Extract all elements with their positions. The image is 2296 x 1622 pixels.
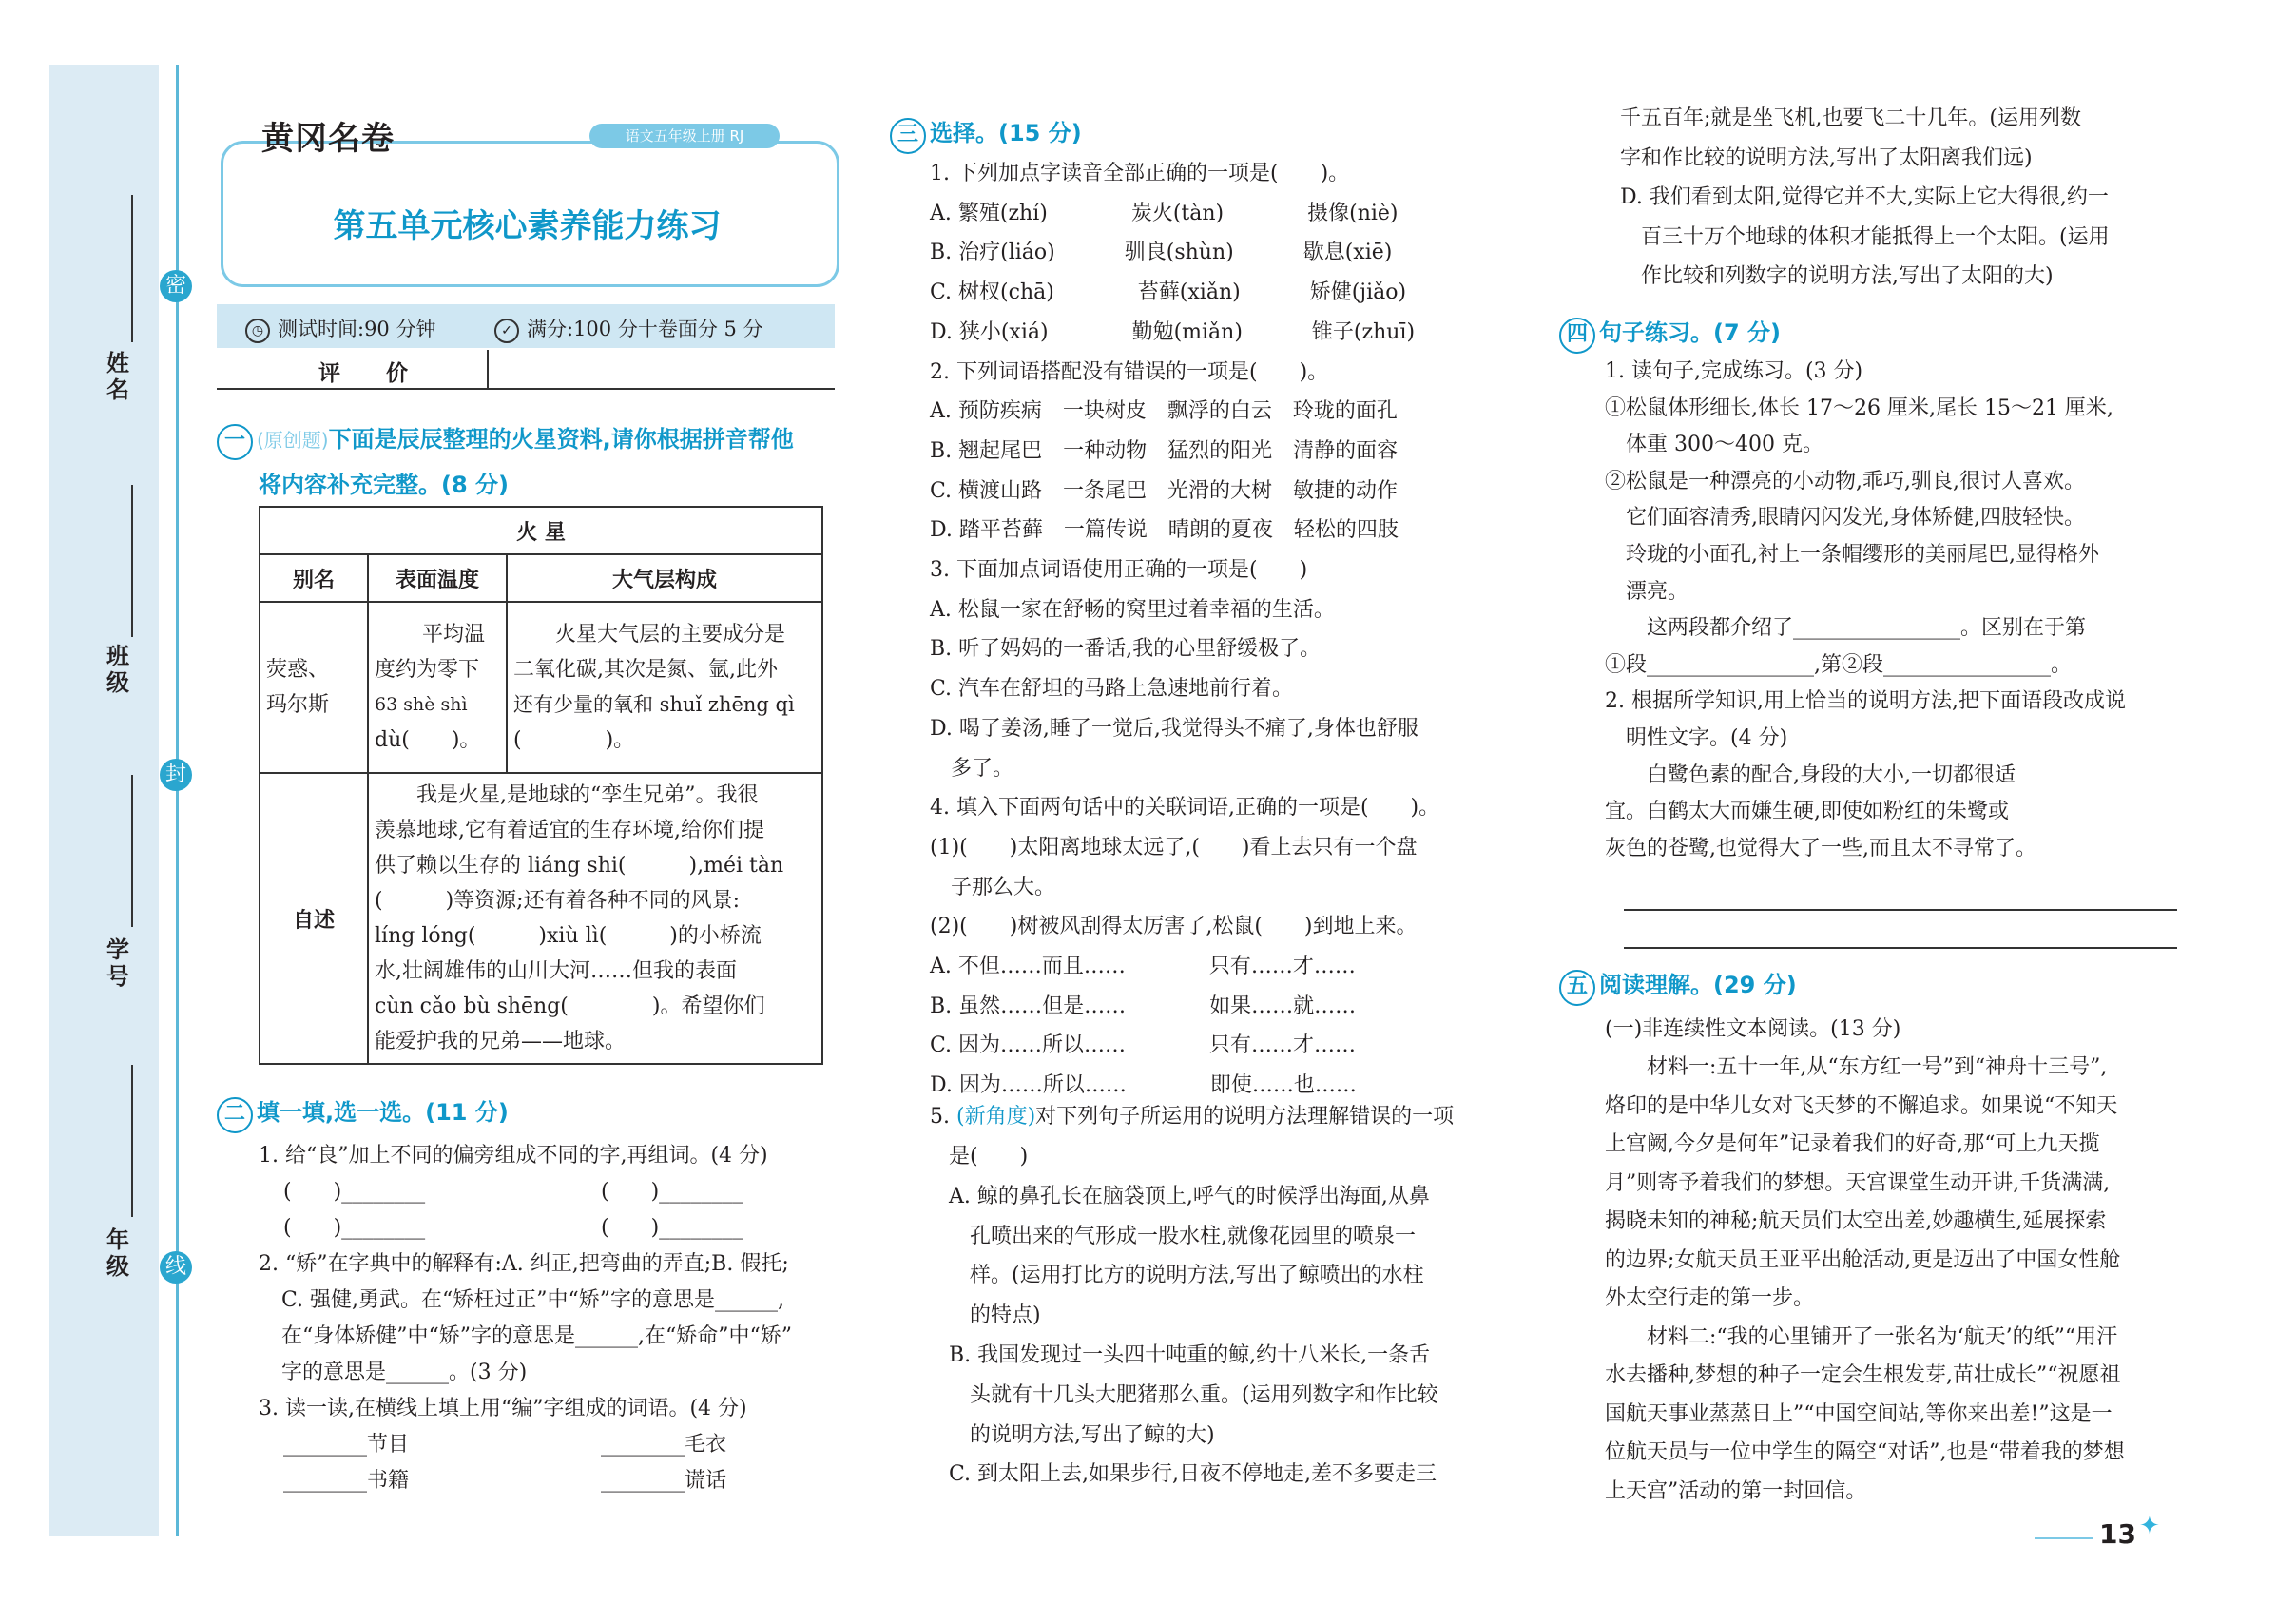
text-line: ②松鼠是一种漂亮的小动物,乖巧,驯良,很讨人喜欢。 <box>1605 469 2085 493</box>
text-line: 材料二:“我的心里铺开了一张名为‘航天’的纸”“用汗 <box>1605 1324 2118 1349</box>
text-line: 这两段都介绍了________________。区别在于第 <box>1605 616 2087 641</box>
text-line: 烙印的是中华儿女对飞天梦的不懈追求。如果说“不知天 <box>1605 1093 2118 1118</box>
name-line[interactable] <box>131 195 133 342</box>
text-line: 字和作比较的说明方法,写出了太阳离我们远) <box>1620 145 2033 170</box>
answer-blank[interactable]: ( )________ <box>601 1216 743 1240</box>
temp-cell[interactable]: 平均温 度约为零下 63 shè shì dù( )。 <box>368 602 507 773</box>
alias-cell: 荧惑、 玛尔斯 <box>260 602 368 773</box>
text-line: 头就有十几头大肥猪那么重。(运用列数字和作比较 <box>949 1382 1438 1407</box>
clock-icon: ◷ <box>245 319 270 343</box>
text-line: D. 喝了姜汤,睡了一觉后,我觉得头不痛了,身体也舒服 <box>930 716 1418 741</box>
text-line: B. 我国发现过一头四十吨重的鲸,约十八米长,一条舌 <box>949 1343 1431 1367</box>
class-line[interactable] <box>131 485 133 637</box>
text-line: B. 虽然……但是…… 如果……就…… <box>930 994 1357 1018</box>
full-score: ✓ 满分:100 分十卷面分 5 分 <box>494 314 763 343</box>
text-line: 它们面容清秀,眼睛闪闪发光,身体矫健,四肢轻快。 <box>1605 506 2085 531</box>
text-line: 作比较和列数字的说明方法,写出了太阳的大) <box>1620 264 2054 288</box>
text-line: ①段________________,第②段________________。 <box>1605 652 2072 677</box>
answer-blank[interactable]: ________书籍 <box>283 1469 410 1493</box>
text-line: D. 因为……所以…… 即使……也…… <box>930 1073 1357 1098</box>
text-line: ①松鼠体形细长,体长 17～26 厘米,尾长 15～21 厘米, <box>1605 396 2113 420</box>
text-line: (1)( )太阳离地球太远了,( )看上去只有一个盘 <box>930 835 1418 859</box>
student-id-label: 学号 <box>106 937 129 990</box>
text-line: 漂亮。 <box>1605 579 1689 604</box>
table-caption: 火 星 <box>260 507 822 554</box>
answer-blank[interactable]: ________毛衣 <box>601 1433 727 1457</box>
text-line: 上天宫”活动的第一封回信。 <box>1605 1478 1867 1503</box>
seal-xian: 线 <box>160 1251 192 1284</box>
text-line: 宜。白鹤太大而嫌生硬,即使如粉红的朱鹭或 <box>1605 800 2009 824</box>
text-line: 国航天事业蒸蒸日上”“中国空间站,等你来出差!”这是一 <box>1605 1401 2113 1426</box>
text-line: 的特点) <box>949 1303 1041 1328</box>
text-line: 体重 300～400 克。 <box>1605 433 1823 457</box>
section-4-heading: 四 句子练习。(7 分) <box>1559 314 1781 354</box>
table-header: 表面温度 <box>368 554 507 602</box>
text-line: 水去播种,梦想的种子一定会生根发芽,苗壮成长”“祝愿祖 <box>1605 1363 2121 1387</box>
binding-strip <box>49 65 159 1536</box>
self-cell[interactable]: 我是火星,是地球的“孪生兄弟”。我很 羡慕地球,它有着适宜的生存环境,给你们提 供了赖以生存的 liáng shi( ),méi tàn ( )等资源;还有着各种不同的风景: líng lóng( )xiù lì( )的小桥流 水,壮阔雄伟的山川大河……但我的表面 cùn cǎo bù shēng( )。希望你们 能爱护我的兄弟——地球。 <box>368 773 822 1064</box>
self-label: 自述 <box>260 773 368 1064</box>
text-line: 多了。 <box>930 756 1014 781</box>
text-line: A. 鲸的鼻孔长在脑袋顶上,呼气的时候浮出海面,从鼻 <box>949 1184 1430 1208</box>
text-line: B. 听了妈妈的一番话,我的心里舒缓极了。 <box>930 637 1322 662</box>
eval-label: 评 价 <box>318 361 428 386</box>
eval-field[interactable] <box>490 352 832 386</box>
s3-q5: 5. (新角度)对下列句子所运用的说明方法理解错误的一项 <box>930 1105 1455 1129</box>
text-line: C. 树杈(chā) 苔藓(xiǎn) 矫健(jiǎo) <box>930 280 1407 305</box>
text-line: 的说明方法,写出了鲸的大) <box>949 1422 1215 1447</box>
grade-tag: 语文五年级上册 RJ <box>589 124 780 148</box>
text-line: 位航天员与一位中学生的隔空“对话”,也是“带着我的梦想 <box>1605 1440 2125 1464</box>
student-id-line[interactable] <box>131 775 133 927</box>
text-line: 外太空行走的第一步。 <box>1605 1286 1815 1310</box>
s2-q3: 3. 读一读,在横线上填上用“编”字组成的词语。(4 分) <box>259 1397 747 1420</box>
text-line: 明性文字。(4 分) <box>1605 726 1788 750</box>
text-line: 孔喷出来的气形成一股水柱,就像花园里的喷泉一 <box>949 1224 1416 1248</box>
s2-q2-line: 2. “矫”在字典中的解释有:A. 纠正,把弯曲的弄直;B. 假托; <box>259 1252 789 1276</box>
s5-subtitle: (一)非连续性文本阅读。(13 分) <box>1605 1017 1901 1041</box>
text-line: D. 狭小(xiá) 勤勉(miǎn) 锥子(zhuī) <box>930 319 1416 344</box>
section-1-heading: 一 (原创题)下面是辰辰整理的火星资料,请你根据拼音帮他 <box>217 420 794 460</box>
text-line: A. 繁殖(zhí) 炭火(tàn) 摄像(niè) <box>930 201 1399 225</box>
class-label: 班级 <box>106 643 129 696</box>
text-line: B. 翘起尾巴 一种动物 猛烈的阳光 清静的面容 <box>930 438 1399 463</box>
brand-logo: 黄冈名卷 <box>261 120 395 158</box>
text-line: 样。(运用打比方的说明方法,写出了鲸喷出的水柱 <box>949 1264 1424 1288</box>
text-line: C. 汽车在舒坦的马路上急速地前行着。 <box>930 677 1294 702</box>
answer-blank[interactable]: ________节目 <box>283 1433 410 1457</box>
text-line: 千五百年;就是坐飞机,也要飞二十几年。(运用列数 <box>1620 106 2081 130</box>
text-line: A. 不但……而且…… 只有……才…… <box>930 955 1356 978</box>
text-line: B. 治疗(liáo) 驯良(shùn) 歇息(xiē) <box>930 241 1393 265</box>
answer-blank[interactable]: ( )________ <box>283 1180 426 1204</box>
text-line: 材料一:五十一年,从“东方红一号”到“神舟十三号”, <box>1605 1055 2108 1079</box>
text-line: 是( ) <box>949 1145 1029 1168</box>
text-line: 1. 下列加点字读音全部正确的一项是( )。 <box>930 162 1350 185</box>
eval-divider <box>487 350 489 388</box>
text-line: D. 我们看到太阳,觉得它并不大,实际上它大得很,约一 <box>1620 185 2109 209</box>
mars-table <box>259 506 823 1065</box>
text-line: 4. 填入下面两句话中的关联词语,正确的一项是( )。 <box>930 796 1440 821</box>
section-5-heading: 五 阅读理解。(29 分) <box>1559 966 1797 1006</box>
page-rule <box>2035 1537 2093 1539</box>
text-line: 白鹭色素的配合,身段的大小,一切都很适 <box>1605 763 2016 787</box>
answer-blank[interactable]: ( )________ <box>283 1216 426 1240</box>
section-3-heading: 三 选择。(15 分) <box>890 114 1082 154</box>
text-line: 揭晓未知的神秘;航天员们太空出差,妙趣横生,延展探索 <box>1605 1209 2107 1233</box>
text-line: 1. 读句子,完成练习。(3 分) <box>1605 359 1863 383</box>
section-1-heading-cont: 将内容补充完整。(8 分) <box>259 472 509 498</box>
seal-mi: 密 <box>160 270 192 302</box>
table-header: 别名 <box>260 554 368 602</box>
text-line: C. 因为……所以…… 只有……才…… <box>930 1033 1357 1058</box>
text-line: C. 横渡山路 一条尾巴 光滑的大树 敏捷的动作 <box>930 478 1399 503</box>
text-line: 的边界;女航天员王亚平出舱活动,更是迈出了中国女性舱 <box>1605 1247 2121 1272</box>
text-line: 子那么大。 <box>930 875 1056 899</box>
text-line: 3. 下面加点词语使用正确的一项是( ) <box>930 558 1308 582</box>
s2-q2-line: 在“身体矫健”中“矫”字的意思是______,在“矫命”中“矫” <box>281 1324 792 1348</box>
text-line: C. 到太阳上去,如果步行,日夜不停地走,差不多要走三 <box>949 1462 1437 1487</box>
s2-q2-line: 字的意思是______。(3 分) <box>281 1361 528 1384</box>
text-line: 上宫阙,今夕是何年”记录着我们的好奇,那“可上九天揽 <box>1605 1132 2100 1156</box>
answer-blank[interactable]: ________谎话 <box>601 1469 727 1493</box>
text-line: 月”则寄予着我们的梦想。天宫课堂生动开讲,千货满满, <box>1605 1170 2111 1195</box>
text-line: 玲珑的小面孔,衬上一条帽缨形的美丽尾巴,显得格外 <box>1605 543 2099 567</box>
text-line: (2)( )树被风刮得太厉害了,松鼠( )到地上来。 <box>930 915 1418 939</box>
answer-line[interactable] <box>1624 947 2177 949</box>
text-line: 百三十万个地球的体积才能抵得上一个太阳。(运用 <box>1620 224 2110 249</box>
star-icon: ✦ <box>2139 1512 2160 1540</box>
section-number: 一 <box>217 424 253 460</box>
seal-feng: 封 <box>160 759 192 791</box>
unit-title: 第五单元核心素养能力练习 <box>333 207 722 245</box>
test-time: ◷ 测试时间:90 分钟 <box>245 314 435 343</box>
name-label: 姓名 <box>106 350 129 403</box>
grade-label: 年级 <box>106 1226 129 1280</box>
s2-q2-line: C. 强健,勇武。在“矫枉过正”中“矫”字的意思是______, <box>281 1288 785 1312</box>
check-icon: ✓ <box>494 319 519 343</box>
text-line: 2. 下列词语搭配没有错误的一项是( )。 <box>930 359 1329 384</box>
section-2-heading: 二 填一填,选一选。(11 分) <box>217 1093 509 1133</box>
atmosphere-cell[interactable]: 火星大气层的主要成分是 二氧化碳,其次是氮、氩,此外 还有少量的氧和 shuǐ zhēng qì ( )。 <box>507 602 822 773</box>
text-line: D. 踏平苔藓 一篇传说 晴朗的夏夜 轻松的四肢 <box>930 518 1399 543</box>
s2-q1: 1. 给“良”加上不同的偏旁组成不同的字,再组词。(4 分) <box>259 1144 768 1168</box>
answer-blank[interactable]: ( )________ <box>601 1180 743 1204</box>
text-line: 灰色的苍鹭,也觉得大了一些,而且太不寻常了。 <box>1605 836 2036 860</box>
text-line: A. 预防疾病 一块树皮 飘浮的白云 玲珑的面孔 <box>930 399 1398 424</box>
grade-line[interactable] <box>131 1065 133 1217</box>
page-number: 13 <box>2099 1518 2136 1550</box>
text-line: A. 松鼠一家在舒畅的窝里过着幸福的生活。 <box>930 597 1335 622</box>
text-line: 2. 根据所学知识,用上恰当的说明方法,把下面语段改成说 <box>1605 689 2126 714</box>
answer-line[interactable] <box>1624 909 2177 911</box>
table-header: 大气层构成 <box>507 554 822 602</box>
